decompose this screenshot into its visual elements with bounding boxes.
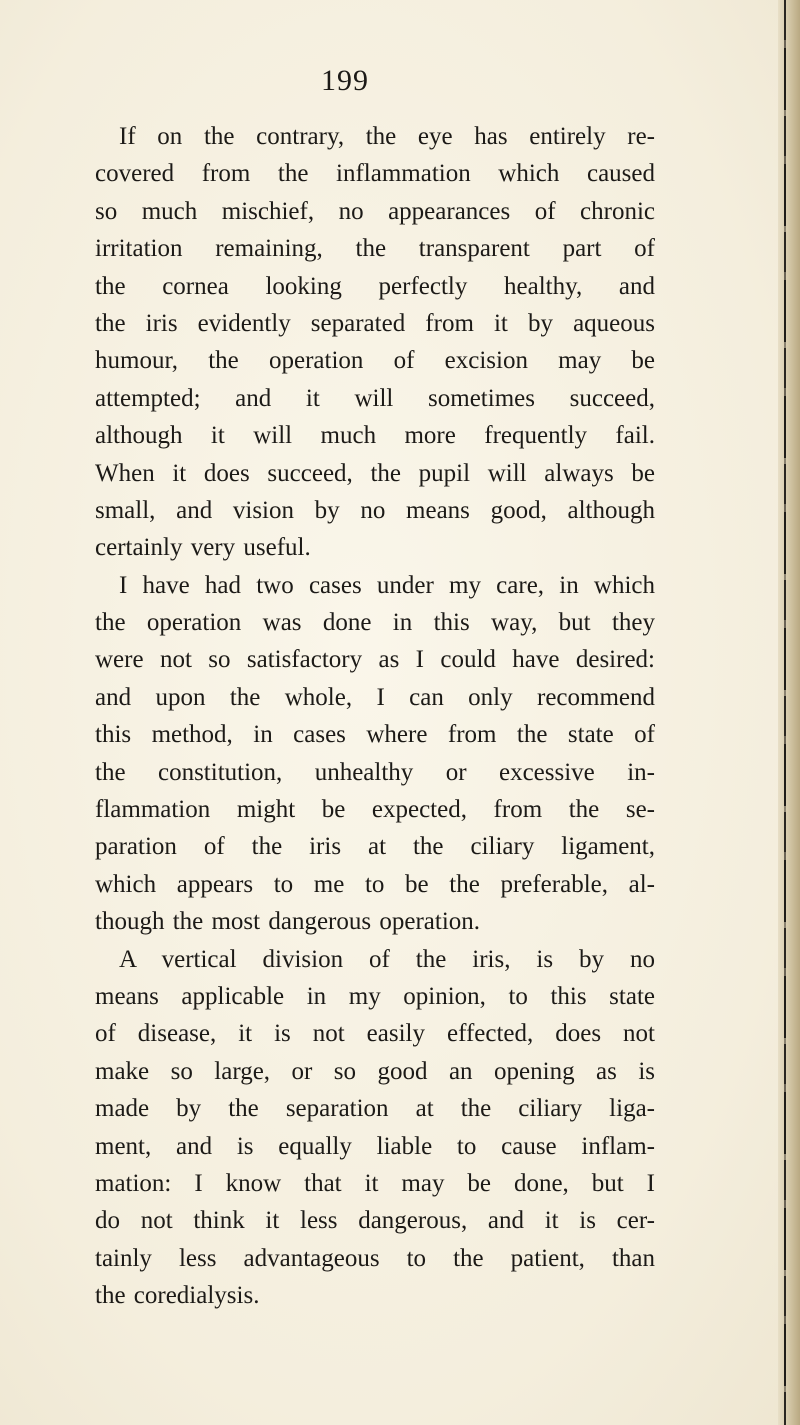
text-line: paration of the iris at the ciliary ligament, (95, 833, 655, 861)
text-line: this method, in cases where from the state of (95, 721, 655, 749)
paragraph-2 (95, 567, 655, 941)
text-line: the operation was done in this way, but they (95, 609, 655, 637)
text-line: covered from the inflammation which caused (95, 160, 655, 188)
text-line: A vertical division of the iris, is by no (119, 945, 655, 973)
text-line: tainly less advantageous to the patient, than (95, 1244, 655, 1272)
text-line: which appears to me to be the preferable, al- (95, 870, 655, 898)
text-line: so much mischief, no appearances of chronic (95, 197, 655, 225)
text-line: and upon the whole, I can only recommend (95, 683, 655, 711)
text-line: the cornea looking perfectly healthy, and (95, 272, 655, 300)
page-edge (778, 0, 800, 1425)
page-number: 199 (321, 64, 369, 97)
text-line: the constitution, unhealthy or excessive in- (95, 758, 655, 786)
text-line: make so large, or so good an opening as is (95, 1057, 655, 1085)
text-line: I have had two cases under my care, in which (119, 571, 655, 599)
text-line: the coredialysis. (95, 1282, 260, 1310)
text-line: were not so satisfactory as I could have desired: (95, 646, 655, 674)
body-text (95, 118, 655, 1315)
text-line: means applicable in my opinion, to this state (95, 982, 655, 1010)
text-line: do not think it less dangerous, and it is cer- (95, 1207, 655, 1235)
text-line: certainly very useful. (95, 534, 311, 562)
text-line: made by the separation at the ciliary liga- (95, 1095, 655, 1123)
text-line: small, and vision by no means good, although (95, 496, 655, 524)
text-line: If on the contrary, the eye has entirely re- (119, 123, 655, 150)
text-line: When it does succeed, the pupil will always be (95, 459, 655, 487)
text-line: of disease, it is not easily effected, does not (95, 1020, 655, 1048)
text-line: mation: I know that it may be done, but I (95, 1169, 655, 1197)
paragraph-1 (95, 118, 655, 567)
text-line: although it will much more frequently fail. (95, 422, 655, 450)
text-line: irritation remaining, the transparent part of (95, 235, 655, 263)
text-line: ment, and is equally liable to cause inflam- (95, 1132, 655, 1160)
text-line: the iris evidently separated from it by aqueous (95, 309, 655, 337)
paragraph-3 (95, 941, 655, 1315)
text-line: humour, the operation of excision may be (95, 347, 655, 375)
text-line: attempted; and it will sometimes succeed, (95, 384, 655, 412)
text-line: though the most dangerous operation. (95, 908, 481, 936)
text-line: flammation might be expected, from the se- (95, 796, 655, 824)
